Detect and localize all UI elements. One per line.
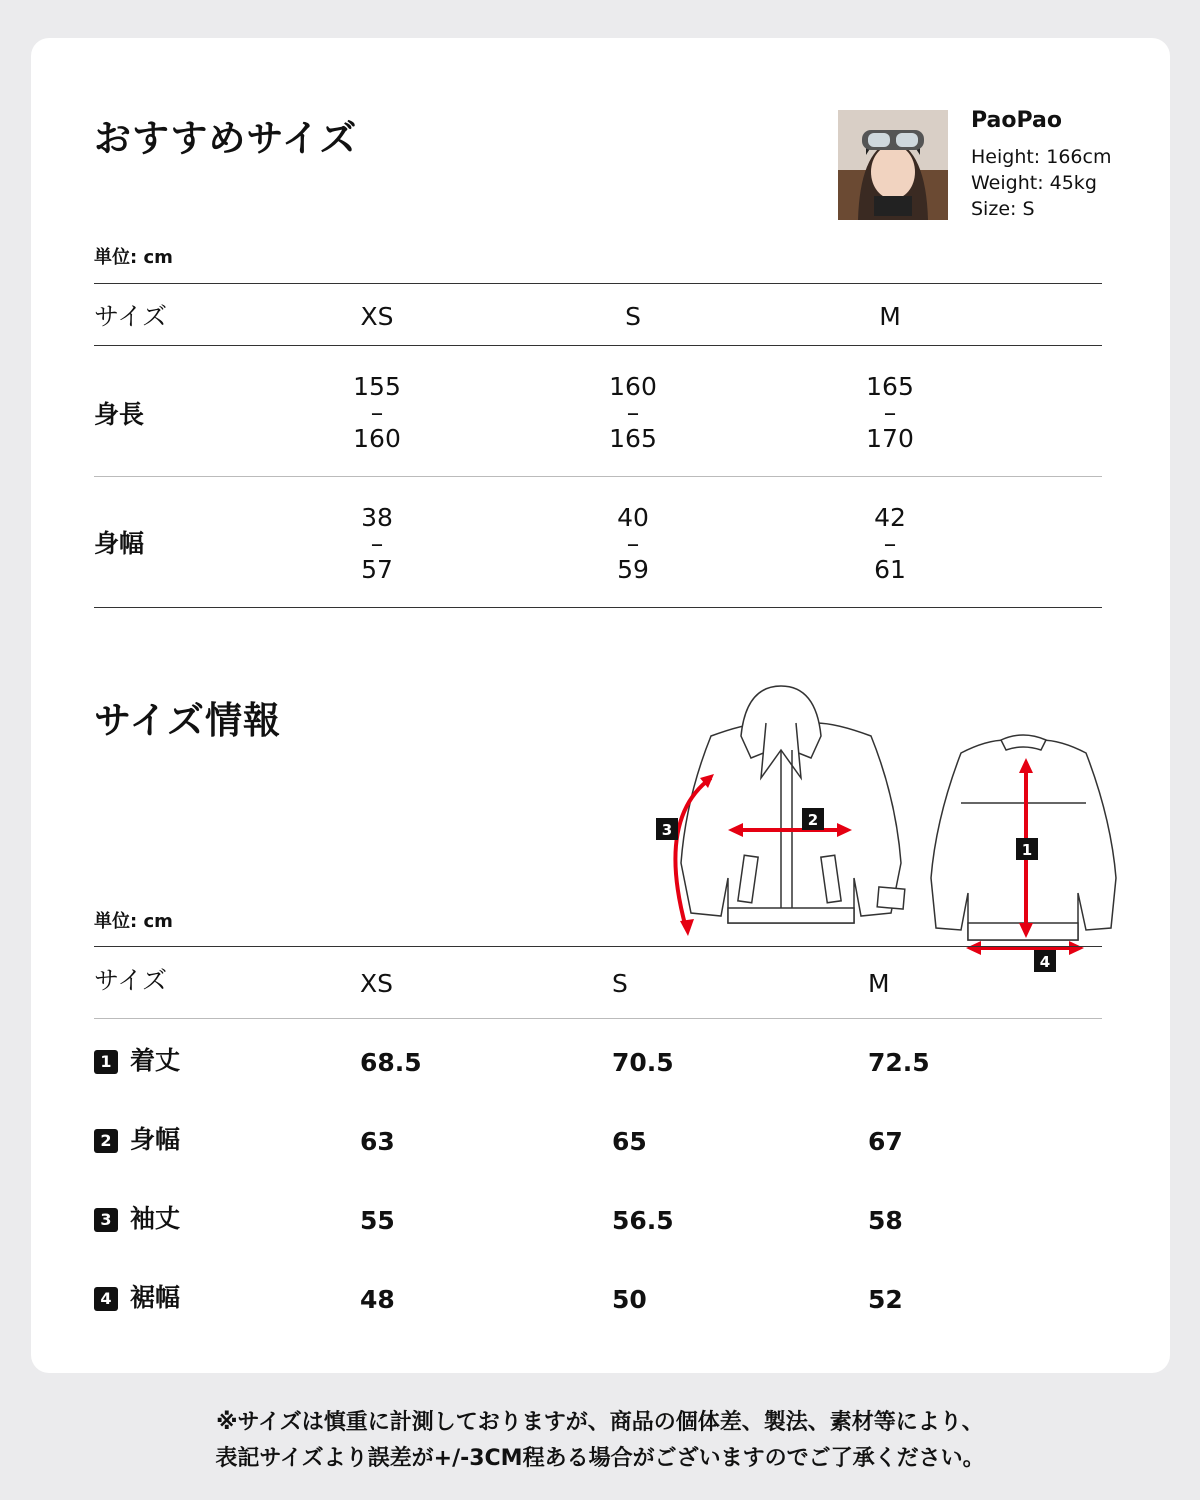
row-label-chest: 2 身幅: [94, 1127, 334, 1153]
row-label-sleeve: 3 袖丈: [94, 1206, 334, 1232]
header-s: S: [625, 302, 641, 331]
divider: [94, 946, 1102, 947]
jacket-diagram: [616, 678, 1116, 971]
model-weight: Weight: 45kg: [971, 172, 1097, 194]
value-cell: 56.5: [612, 1206, 674, 1235]
divider: [94, 1018, 1102, 1019]
divider: [94, 345, 1102, 346]
range-value: 38 – 57: [361, 503, 393, 584]
row-label-hem: 4 裾幅: [94, 1285, 334, 1311]
header-m: M: [868, 969, 890, 998]
value-cell: 58: [868, 1206, 903, 1235]
diagram-badge-3: 3: [661, 821, 673, 839]
range-value: 160 – 165: [609, 372, 657, 453]
header-xs: XS: [360, 302, 394, 331]
value-cell: 65: [612, 1127, 647, 1156]
value-cell: 48: [360, 1285, 395, 1314]
recommend-title: おすすめサイズ: [94, 117, 358, 160]
disclaimer-line-2: 表記サイズより誤差が+/-3CM程ある場合がございますのでご了承ください。: [215, 1446, 985, 1471]
disclaimer-line-1: ※サイズは慎重に計測しておりますが、商品の個体差、製法、素材等により、: [216, 1410, 984, 1435]
divider: [94, 283, 1102, 284]
value-cell: 50: [612, 1285, 647, 1314]
row-label-height: 身長: [94, 400, 145, 429]
diagram-badge-4: 4: [1039, 953, 1051, 971]
header-xs: XS: [360, 969, 393, 998]
diagram-badge-1: 1: [1021, 841, 1033, 859]
range-value: 40 – 59: [617, 503, 649, 584]
divider: [94, 476, 1102, 477]
value-cell: 68.5: [360, 1048, 422, 1077]
header-s: S: [612, 969, 628, 998]
range-value: 155 – 160: [353, 372, 401, 453]
header-size: サイズ: [94, 966, 168, 995]
model-name: PaoPao: [971, 108, 1062, 133]
diagram-badge-2: 2: [807, 811, 819, 829]
badge-1: 1: [94, 1050, 118, 1074]
model-height: Height: 166cm: [971, 146, 1112, 168]
header-m: M: [879, 302, 901, 331]
value-cell: 67: [868, 1127, 903, 1156]
model-size: Size: S: [971, 198, 1035, 220]
value-cell: 63: [360, 1127, 395, 1156]
row-label-length: 1 着丈: [94, 1048, 334, 1074]
badge-2: 2: [94, 1129, 118, 1153]
info-title: サイズ情報: [94, 699, 282, 742]
row-label-chest: 身幅: [94, 529, 145, 558]
badge-3: 3: [94, 1208, 118, 1232]
range-value: 165 – 170: [866, 372, 914, 453]
header-size: サイズ: [94, 302, 168, 331]
badge-4: 4: [94, 1287, 118, 1311]
value-cell: 55: [360, 1206, 395, 1235]
value-cell: 72.5: [868, 1048, 930, 1077]
value-cell: 70.5: [612, 1048, 674, 1077]
model-photo: [838, 110, 948, 220]
info-unit: 単位: cm: [94, 911, 173, 932]
divider: [94, 607, 1102, 608]
size-card: [31, 38, 1170, 1373]
value-cell: 52: [868, 1285, 903, 1314]
recommend-unit: 単位: cm: [94, 247, 173, 268]
range-value: 42 – 61: [874, 503, 906, 584]
